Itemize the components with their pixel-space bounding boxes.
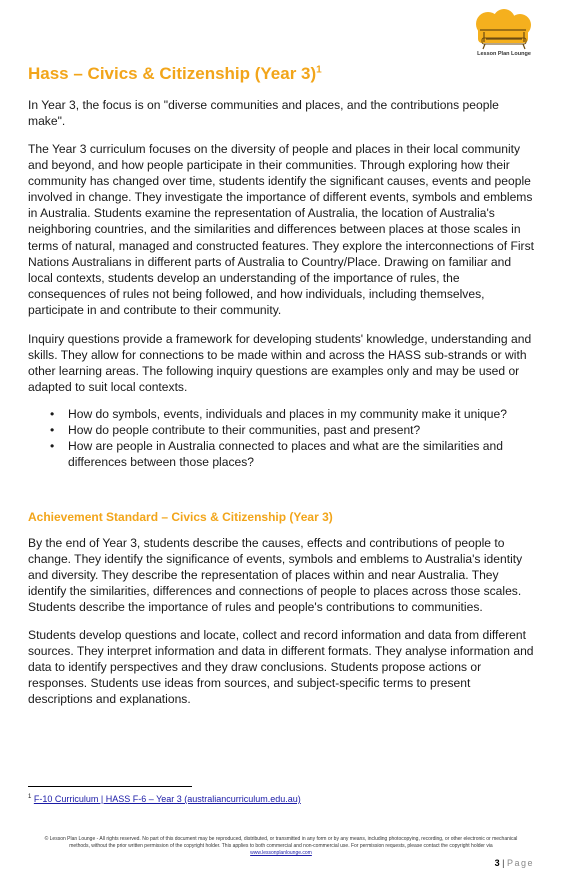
footnote-divider bbox=[28, 786, 192, 787]
list-item: • How are people in Australia connected to places and what are the similarities and differences between those places? bbox=[50, 438, 534, 470]
page-title bbox=[28, 64, 322, 84]
page-separator: | bbox=[502, 858, 505, 868]
inquiry-intro-paragraph: Inquiry questions provide a framework for developing students' knowledge, understanding and skills. They allow for connections to be made within and across the HASS sub-strands or with other learning areas. The following inquiry questions are examples only and may be used or adapted to suit local contexts. bbox=[28, 332, 532, 395]
page-number bbox=[495, 858, 534, 868]
skills-paragraph: Students develop questions and locate, collect and record information and data from different sources. They interpret information and data in different formats. They analyse information and data to identify perspectives and they draw conclusions. Students propose actions or responses. Students use ideas from sources, and subject-specific terms to present descriptions and explanations. bbox=[28, 628, 534, 707]
inquiry-questions-list bbox=[50, 406, 534, 470]
achievement-standard-heading: Achievement Standard – Civics & Citizenship (Year 3) bbox=[28, 510, 333, 524]
curriculum-link[interactable]: F-10 Curriculum | HASS F-6 – Year 3 (australiancurriculum.edu.au) bbox=[33, 794, 301, 804]
list-item: • How do people contribute to their communities, past and present? bbox=[50, 422, 534, 438]
curriculum-focus-paragraph: The Year 3 curriculum focuses on the diversity of people and places in their local community and beyond, and how people participate in their communities. Through exploring how their community has changed over time, students identify the significant causes, events and people involved in change. They investigate the importance of different events, symbols and emblems in Australia. Students examine the representation of Australia, the location of Australia's neighboring countries, and the similarities and differences between places at those scales in terms of natural, managed and constructed features. They explore the interconnections of First Nations Australians in different parts of Australia to Country/Place. Drawing on familiar and local contexts, students develop an understanding of the importance of rules, the consequences of rules not being followed, and how individuals, including themselves, participate in and contribute to their community. bbox=[28, 142, 534, 317]
page-title-text: Hass – Civics & Citizenship (Year 3) bbox=[28, 64, 317, 83]
list-item: • How do symbols, events, individuals and places in my community make it unique? bbox=[50, 406, 534, 422]
copyright-notice bbox=[34, 836, 528, 857]
title-footnote-ref[interactable]: 1 bbox=[316, 64, 322, 76]
footnote-number: 1 bbox=[28, 794, 32, 800]
page-label: Page bbox=[506, 858, 534, 868]
intro-paragraph: In Year 3, the focus is on "diverse communities and places, and the contributions people make". bbox=[28, 98, 499, 129]
footnote bbox=[28, 794, 301, 804]
logo-caption: Lesson Plan Lounge bbox=[477, 51, 531, 57]
page-number-value: 3 bbox=[494, 858, 500, 868]
achievement-paragraph: By the end of Year 3, students describe the causes, effects and contributions of people to change. They identify the significance of events, symbols and emblems to Australia's identity and diversity. They describe the representation of places within and near Australia. They identify the similarities, differences and connections of people to places across those scales. Students describe the importance of rules and people's contributions to communities. bbox=[28, 536, 523, 615]
copyright-text: © Lesson Plan Lounge - All rights reserved. No part of this document may be reproduced, distributed, or transmitted in any form or by any means, including photocopying, recording, or other electronic or mechanical methods, without the prior written permission of the copyright holder. This applies to both commercial and non-commercial use. For permission requests, please contact the copyright holder via bbox=[44, 836, 518, 849]
website-link[interactable]: www.lessonplanlounge.com bbox=[250, 850, 312, 856]
